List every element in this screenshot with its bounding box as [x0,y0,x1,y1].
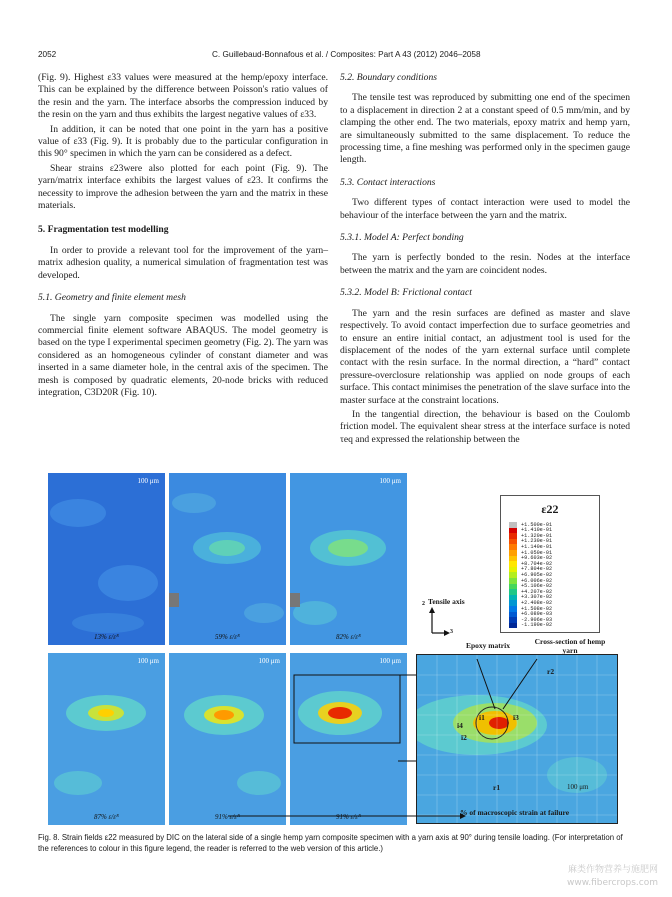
legend-title: ε22 [541,502,559,516]
section-heading-5-2: 5.2. Boundary conditions [340,72,437,83]
legend-value: +6.905e-02 [521,571,553,578]
strain-panel-2 [169,473,286,645]
left-paragraph-5: The single yarn composite specimen was modelled using the commercial finite element software ABAQUS. The model geometry is based on the type I experimental specimen geometry (Fig. 2). The yarn was considered as an homogeneous cylinder of constant diameter and was inserted in a same diameter hole, in the central axis of the specimen. The mesh is composed by quadratic elements, 20-node bricks with reduced integration, C3D20R (Fig. 10). [38,312,328,398]
running-header: C. Guillebaud-Bonnafous et al. / Composites: Part A 43 (2012) 2046–2058 [212,50,481,59]
strain-field-map [290,473,407,645]
watermark-line-2: www.fibercrops.com [567,878,658,888]
strain-field-map [48,473,165,645]
legend-value: +1.508e-02 [521,605,553,612]
section-heading-5-3-2: 5.3.2. Model B: Frictional contact [340,287,472,299]
point-i2: i2 [461,733,467,742]
right-paragraph-5: In the tangential direction, the behaviour is based on the Coulomb friction model. The equivalent shear stress at the interface surface is noted τeq and expressed the relationship between the [340,408,630,445]
legend-value: +1.500e-01 [521,521,553,528]
strain-field-map [169,653,286,825]
strain-field-map [169,473,286,645]
legend-value: +1.050e-01 [521,549,553,556]
panel-strain-label: 91% ε/εᴿ [214,813,241,821]
left-column [38,72,328,401]
legend-value: +8.704e-02 [521,560,553,567]
legend-value: +7.804e-02 [521,566,553,573]
color-legend [500,495,600,633]
point-i4: i4 [457,721,463,730]
scale-bar-label: 100 μm [379,657,401,665]
axes-icon [428,605,458,639]
right-paragraph-3: The yarn is perfectly bonded to the resin. Nodes at the interface between the matrix and the yarn are coincident nodes. [340,252,630,276]
figure-8 [48,473,618,825]
legend-value: +3.307e-02 [521,594,553,601]
left-paragraph-3: Shear strains ε23were also plotted for each point (Fig. 9). The yarn/matrix interface exhibits the largest values of ε23. It confirms the necessity to improve the adhesion between the yarn and the matrix in these materials. [38,162,328,212]
figure-caption: Fig. 8. Strain fields ε22 measured by DIC on the lateral side of a single hemp yarn composite specimen with a yarn axis at 90° during tensile loading. (For interpretation of the references to colour in this figure legend, the reader is referred to the web version of this article.) [38,833,623,853]
zoom-scale-bar-label: 100 μm [567,783,589,791]
section-heading-5-3: 5.3. Contact interactions [340,176,436,188]
axis-2-label: 2 [422,601,425,607]
panel-strain-label: 13% ε/εᴿ [93,633,120,641]
legend-value: +2.408e-02 [521,599,553,606]
legend-value: +5.106e-02 [521,583,553,590]
scale-bar-label: 100 μm [137,477,159,485]
legend-value: +1.230e-01 [521,538,553,545]
right-paragraph-4: The yarn and the resin surfaces are defined as master and slave respectively. To avoid contact imperfection due to surface geometries and to ensure an entire initial contact, an adjustment tool is used for the displacement of the nodes of the yarn external surface until complete contact with the resin surface. In the normal direction, a “hard” contact pressure-overclosure relationship was applied on node groups of each surface. This contact minimises the penetration of the slave surface into the master surface at the constraint locations. [340,307,630,406]
left-paragraph-2: In addition, it can be noted that one point in the yarn has a positive value of ε33 (Fig. 9). It is probably due to the particular configuration in this 90° specimen in which the yarn can be considered as a defect. [38,123,328,160]
left-paragraph-1: (Fig. 9). Highest ε33 values were measured at the hemp/epoxy interface. This can be explained by the difference between Poisson's ratio values of the resin and the yarn. The interface absorbs the compression induced by the resin on the yarn and thus exhibits the largest negative values of ε33. [38,72,328,121]
zoomed-strain-view [416,654,618,824]
legend-value: +6.089e-03 [521,611,553,618]
strain-field-map [290,653,407,825]
scale-bar-label: 100 μm [379,477,401,485]
point-i3: i3 [513,713,519,722]
point-i1: i1 [479,713,485,722]
strain-label-line [228,811,468,821]
section-heading-5-1: 5.1. Geometry and finite element mesh [38,292,186,304]
cross-section-label: Cross-section of hemp yarn [534,637,606,655]
legend-value: +4.207e-02 [521,588,553,595]
legend-value: +1.410e-01 [521,527,553,534]
strain-panel-3 [290,473,407,645]
tensile-axis-label: Tensile axis [428,597,465,606]
section-heading-5: 5. Fragmentation test modelling [38,224,169,236]
legend-value: +1.320e-01 [521,532,553,539]
legend-value: +1.140e-01 [521,543,553,550]
scale-bar-label: 100 μm [137,657,159,665]
strain-panel-4 [48,653,165,825]
right-column [340,72,630,448]
strain-panel-6 [290,653,407,825]
panel-strain-label: 82% ε/εᴿ [335,633,362,641]
panel-strain-label: 59% ε/εᴿ [214,633,241,641]
strain-panel-5 [169,653,286,825]
zoomed-strain-map [417,655,617,823]
macroscopic-strain-label: % of macroscopic strain at failure [460,808,570,817]
axis-3-label: 3 [450,629,453,635]
legend-value: -1.190e-02 [521,622,553,629]
legend-swatch [509,623,517,629]
legend-value: -2.906e-03 [521,616,553,623]
point-r2: r2 [547,667,555,676]
legend-value: +6.006e-02 [521,577,553,584]
strain-field-map [48,653,165,825]
panel-strain-label: 91% ε/εᴿ [335,813,362,821]
epoxy-matrix-label: Epoxy matrix [466,641,510,650]
left-paragraph-4: In order to provide a relevant tool for the improvement of the yarn–matrix adhesion quality, a numerical simulation of fragmentation test was developed. [38,244,328,281]
section-heading-5-3-1: 5.3.1. Model A: Perfect bonding [340,232,464,244]
point-r1: r1 [493,783,501,792]
page-number: 2052 [38,50,57,59]
right-paragraph-1: The tensile test was reproduced by submitting one end of the specimen to a displacement in direction 2 at a constant speed of 0.5 mm/min, and by clamping the other end. The two materials, epoxy matrix and hemp yarn, are simultaneously submitted to the same displacement. To reduce the processing time, a fine meshing was performed only in the specimen gauge length. [340,92,630,166]
panel-strain-label: 87% ε/εᴿ [93,813,120,821]
legend-value: +9.603e-02 [521,555,553,562]
scale-bar-label: 100 μm [258,657,280,665]
right-paragraph-2: Two different types of contact interaction were used to model the behaviour of the interface between the yarn and the matrix. [340,197,630,221]
watermark-line-1: 麻类作物营养与施肥网 [567,865,658,875]
strain-panel-1 [48,473,165,645]
